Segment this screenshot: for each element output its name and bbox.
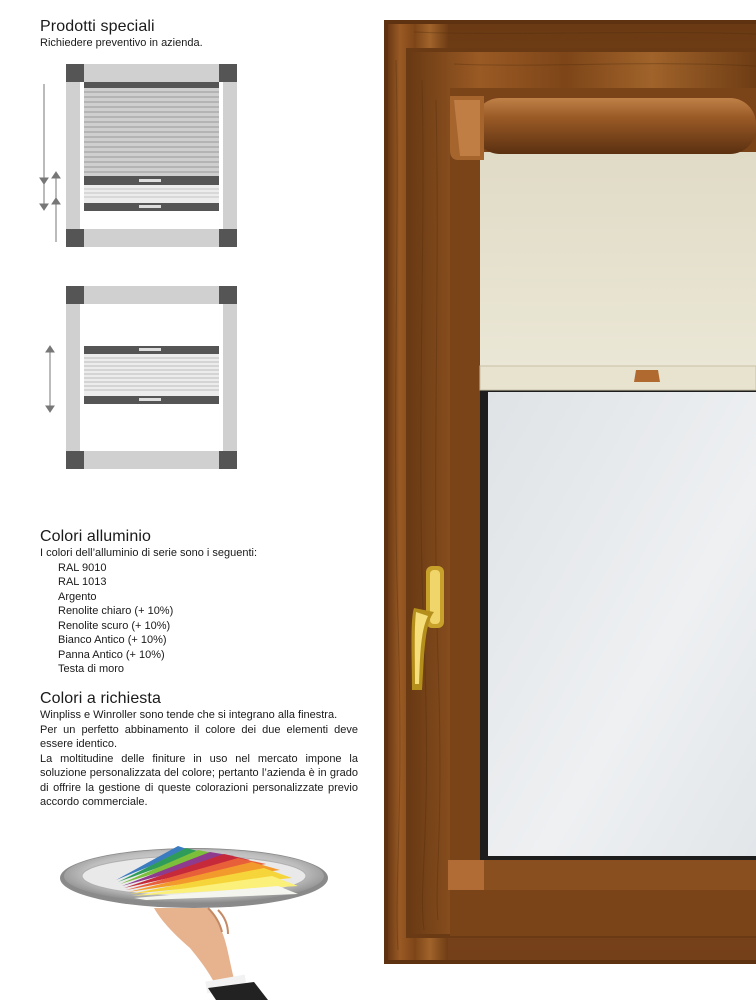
aluminium-colors-section (40, 528, 370, 677)
list-item: Argento (58, 590, 97, 603)
special-products-title: Prodotti speciali (40, 18, 155, 35)
aluminium-colors-title: Colori alluminio (40, 528, 151, 545)
bottom-guide-cap (448, 860, 484, 890)
color-fan-tray-image (58, 836, 330, 1000)
list-item: Renolite scuro (+ 10%) (58, 619, 171, 632)
roller-cassette (450, 96, 756, 160)
aluminium-colors-list (40, 561, 370, 677)
custom-colors-title: Colori a richiesta (40, 690, 161, 707)
blind-pull-handle (634, 370, 660, 382)
bottom-rail (448, 860, 756, 890)
list-item: Renolite chiaro (+ 10%) (58, 605, 174, 617)
blind-bottom-bar (480, 366, 756, 390)
double-arrow-icon (46, 346, 54, 412)
pleated-blind-diagram-top (36, 62, 246, 252)
list-item: Bianco Antico (+ 10%) (58, 634, 167, 646)
special-products-subtitle: Richiedere preventivo in azienda. (40, 37, 203, 49)
pleated-blind-diagram-bottom (36, 284, 246, 474)
custom-colors-paragraph: La moltitudine delle finiture in uso nel mercato impone la soluzione personalizzata del colore; pertanto l’azienda è in grado di offrire la gestione di queste colorazioni personalizzate previo accordo commerciale. (40, 752, 358, 808)
list-item: Testa di moro (58, 663, 125, 675)
custom-colors-paragraph: Per un perfetto abbinamento il colore dei due elementi deve essere identico. (40, 723, 358, 750)
pleated-fabric (84, 346, 219, 404)
special-products-section (40, 18, 370, 51)
list-item: RAL 9010 (58, 561, 107, 574)
list-item: RAL 1013 (58, 576, 107, 588)
roller-blind-fabric (480, 152, 756, 368)
window-glass (488, 392, 756, 856)
list-item: Panna Antico (+ 10%) (58, 648, 165, 661)
custom-colors-paragraph: Winpliss e Winroller sono tende che si integrano alla finestra. (40, 709, 338, 721)
aluminium-colors-intro: I colori dell’alluminio di serie sono i seguenti: (40, 547, 258, 559)
wooden-window-photo (384, 20, 756, 964)
double-arrow-icon (40, 84, 60, 242)
pleated-fabric (84, 82, 219, 211)
hand-icon (154, 908, 268, 1000)
custom-colors-section (40, 690, 358, 810)
